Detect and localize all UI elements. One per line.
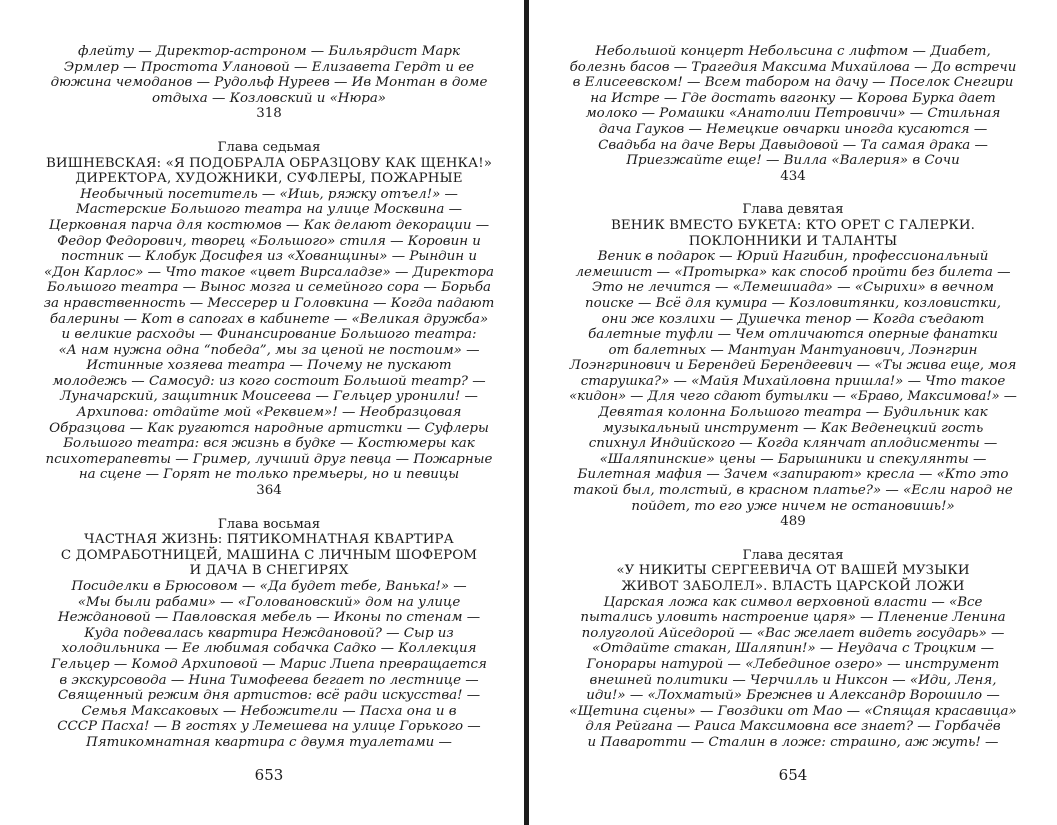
text-line: пытались уловить настроение царя» — Пленение Ленина	[580, 610, 1006, 626]
text-line: они же козлихи — Душечка тенор — Когда съедают	[601, 311, 985, 327]
text-line: в Елисеевском! — Всем табором на дачу — Поселок Снегири	[572, 75, 1014, 91]
chapter-10	[567, 548, 1019, 751]
text-line: пойдет, то его уже ничем не остановишь!»	[631, 498, 955, 514]
text-line: поиске — Всё для кумира — Козловитянки, козловистки,	[585, 295, 1001, 311]
text-line: и великие расходы — Финансирование Большого театра:	[61, 327, 477, 343]
text-line: Билетная мафия — Зачем «запирают» кресла — «Кто это	[577, 467, 1009, 483]
chapter-7	[40, 140, 498, 499]
text-line: Семья Максаковых — Небожители — Пасха она и в	[81, 703, 457, 719]
text-line: Архипова: отдайте мой «Реквием»! — Необразцовая	[76, 405, 462, 421]
text-line: и Паваротти — Сталин в ложе: страшно, аж жуть! —	[587, 734, 999, 750]
text-line: полуголой Айседорой — «Вас желает видеть государь» —	[581, 625, 1005, 641]
spine-divider	[524, 0, 529, 825]
text-line: на Истре — Где достать вагонку — Корова Бурка дает	[590, 90, 996, 106]
text-line: балетные туфли — Чем отличаются оперные фанатки	[588, 327, 998, 343]
text-line: «Щетина сцены» — Гвоздики от Мао — «Спящая красавица»	[569, 703, 1017, 719]
chapter-title-line: ПОКЛОННИКИ И ТАЛАНТЫ	[688, 233, 898, 249]
text-line: Большого театра: вся жизнь в будке — Костюмеры как	[63, 436, 475, 452]
text-line: Веник в подарок — Юрий Нагибин, профессиональный	[597, 249, 989, 265]
text-line: психотерапевты — Гример, лучший друг певца — Пожарные	[45, 451, 493, 467]
text-line: Необычный посетитель — «Ишь, ряжку отъел!» —	[80, 186, 458, 202]
text-line: Посиделки в Брюсовом — «Да будет тебе, Ванька!» —	[71, 579, 467, 594]
text-line: от балетных — Мантуан Мантуанович, Лоэнгрин	[608, 342, 978, 358]
text-line: Небольшой концерт Небольсина с лифтом — Диабет,	[595, 44, 991, 59]
chapter-title-line: «У НИКИТЫ СЕРГЕЕВИЧА ОТ ВАШЕЙ МУЗЫКИ	[616, 563, 970, 579]
text-line: Образцова — Как ругаются народные артистки — Суфлеры	[49, 420, 489, 436]
text-line: Приезжайте еще! — Вилла «Валерия» в Сочи	[626, 153, 960, 169]
page-reference: 318	[256, 106, 282, 122]
page-number-right: 654	[778, 766, 808, 784]
text-line: Пятикомнатная квартира с двумя туалетами —	[86, 734, 452, 750]
text-line: Мастерские Большого театра на улице Москвина —	[76, 202, 462, 218]
text-line: Куда подевалась квартира Неждановой? — Сыр из	[84, 625, 454, 641]
text-line: отдыха — Козловский и «Нюра»	[152, 90, 386, 106]
chapter-label: Глава седьмая	[217, 139, 321, 155]
page-reference: 434	[780, 168, 806, 184]
text-line: «Мы были рабами» — «Головановский» дом на улице	[77, 594, 461, 610]
text-line: Лоэнгринович и Берендей Берендеевич — «Ты жива еще, моя	[569, 358, 1017, 374]
text-line: Эрмлер — Простота Улановой — Елизавета Гердт и ее	[63, 59, 475, 75]
chapter-8	[40, 517, 498, 751]
chapter-title-line: ДИРЕКТОРА, ХУДОЖНИКИ, СУФЛЕРЫ, ПОЖАРНЫЕ	[75, 171, 463, 187]
intro-section	[567, 44, 1019, 184]
right-page	[567, 44, 1019, 751]
text-line: внешней политики — Черчилль и Никсон — «Иди, Леня,	[589, 672, 997, 688]
text-line: «Шаляпинские» цены — Барышники и спекулянты —	[599, 451, 987, 467]
text-line: Неждановой — Павловская мебель — Иконы по стенам —	[57, 610, 481, 626]
text-line: молодежь — Самосуд: из кого состоит Большой театр? —	[52, 373, 486, 389]
text-line: «Отдайте стакан, Шаляпин!» — Неудача с Троцким —	[592, 641, 994, 657]
text-line: «А нам нужна одна “победа”, мы за ценой не постоим» —	[58, 342, 480, 358]
text-line: постник — Клобук Досифея из «Хованщины» — Рындин и	[61, 249, 477, 265]
text-line: Священный режим дня артистов: всё ради искусства! —	[57, 688, 481, 704]
text-line: дача Гауков — Немецкие овчарки иногда кусаются —	[598, 121, 988, 137]
text-line: молоко — Ромашки «Анатолии Петровичи» — Стильная	[585, 106, 1001, 122]
text-line: такой был, толстый, в красном платье?» — «Если народ не	[573, 483, 1013, 499]
chapter-title-line: С ДОМРАБОТНИЦЕЙ, МАШИНА С ЛИЧНЫМ ШОФЕРОМ	[60, 547, 478, 563]
text-line: Это не лечится — «Лемешиада» — «Сырихи» в вечном	[591, 280, 995, 296]
text-line: «Дон Карлос» — Что такое «цвет Вирсаладзе» — Директора	[44, 264, 494, 280]
page-number-left: 653	[254, 766, 284, 784]
text-line: иди!» — «Лохматый» Брежнев и Александр Ворошило —	[586, 688, 1000, 704]
text-line: СССР Пасха! — В гостях у Лемешева на улице Горького —	[57, 719, 481, 735]
text-line: дюжина чемоданов — Рудольф Нуреев — Ив Монтан в доме	[50, 75, 488, 91]
text-line: Большого театра — Вынос мозга и семейного сора — Борьба	[46, 280, 492, 296]
text-line: Гельцер — Комод Архиповой — Марис Лиепа превращается	[51, 656, 487, 672]
text-line: спихнул Индийского — Когда клянчат аплодисменты —	[588, 436, 998, 452]
text-line: Истинные хозяева театра — Почему не пускают	[86, 358, 452, 374]
chapter-title-line: ВЕНИК ВМЕСТО БУКЕТА: КТО ОРЕТ С ГАЛЕРКИ.	[610, 217, 976, 233]
chapter-label: Глава десятая	[742, 547, 844, 563]
text-line: за нравственность — Мессерер и Головкина — Когда падают	[43, 295, 495, 311]
chapter-title-line: ВИШНЕВСКАЯ: «Я ПОДОБРАЛА ОБРАЗЦОВУ КАК ЩЕНКА!»	[45, 155, 493, 171]
chapter-9	[567, 202, 1019, 529]
text-line: флейту — Директор-астроном — Бильярдист Марк	[77, 44, 461, 59]
text-line: Девятая колонна Большого театра — Будильник как	[598, 405, 988, 421]
text-line: для Рейгана — Раиса Максимовна все знает? — Горбачёв	[585, 719, 1001, 735]
text-line: «кидон» — Для чего сдают бутылки — «Браво, Максимова!» —	[569, 389, 1017, 405]
text-line: Царская ложа как символ верховной власти — «Все	[603, 594, 983, 610]
text-line: балерины — Кот в сапогах в кабинете — «Великая дружба»	[49, 311, 489, 327]
text-line: лемешист — «Протырка» как способ пройти без билета —	[575, 264, 1011, 280]
chapter-label: Глава девятая	[742, 202, 844, 218]
chapter-label: Глава восьмая	[217, 516, 321, 532]
text-line: старушка?» — «Майя Михайловна пришла!» — Что такое	[580, 373, 1006, 389]
text-line: Луначарский, защитник Моисеева — Гельцер уронили! —	[60, 389, 478, 405]
text-line: Церковная парча для костюмов — Как делают декорации —	[48, 217, 490, 233]
text-line: холодильника — Ее любимая собачка Садко — Коллекция	[61, 641, 477, 657]
page-reference: 364	[256, 483, 282, 499]
chapter-title-line: ЖИВОТ ЗАБОЛЕЛ». ВЛАСТЬ ЦАРСКОЙ ЛОЖИ	[621, 579, 965, 594]
chapter-title-line: ЧАСТНАЯ ЖИЗНЬ: ПЯТИКОМНАТНАЯ КВАРТИРА	[84, 532, 454, 548]
text-line: на сцене — Горят не только премьеры, но и певицы	[78, 467, 460, 483]
text-line: болезнь басов — Трагедия Максима Михайлова — До встречи	[569, 59, 1017, 75]
text-line: в экскурсовода — Нина Тимофеева бегает по лестнице —	[59, 672, 479, 688]
text-line: Гонорары натурой — «Лебединое озеро» — инструмент	[586, 656, 1000, 672]
text-line: Свадьба на даче Веры Давыдовой — Та самая драка —	[598, 137, 988, 153]
page-reference: 489	[780, 514, 806, 530]
intro-section	[40, 44, 498, 122]
left-page	[40, 44, 498, 751]
text-line: Федор Федорович, творец «Большого» стиля — Коровин и	[57, 233, 481, 249]
text-line: музыкальный инструмент — Как Веденецкий гость	[602, 420, 984, 436]
chapter-title-line: И ДАЧА В СНЕГИРЯХ	[189, 563, 349, 579]
